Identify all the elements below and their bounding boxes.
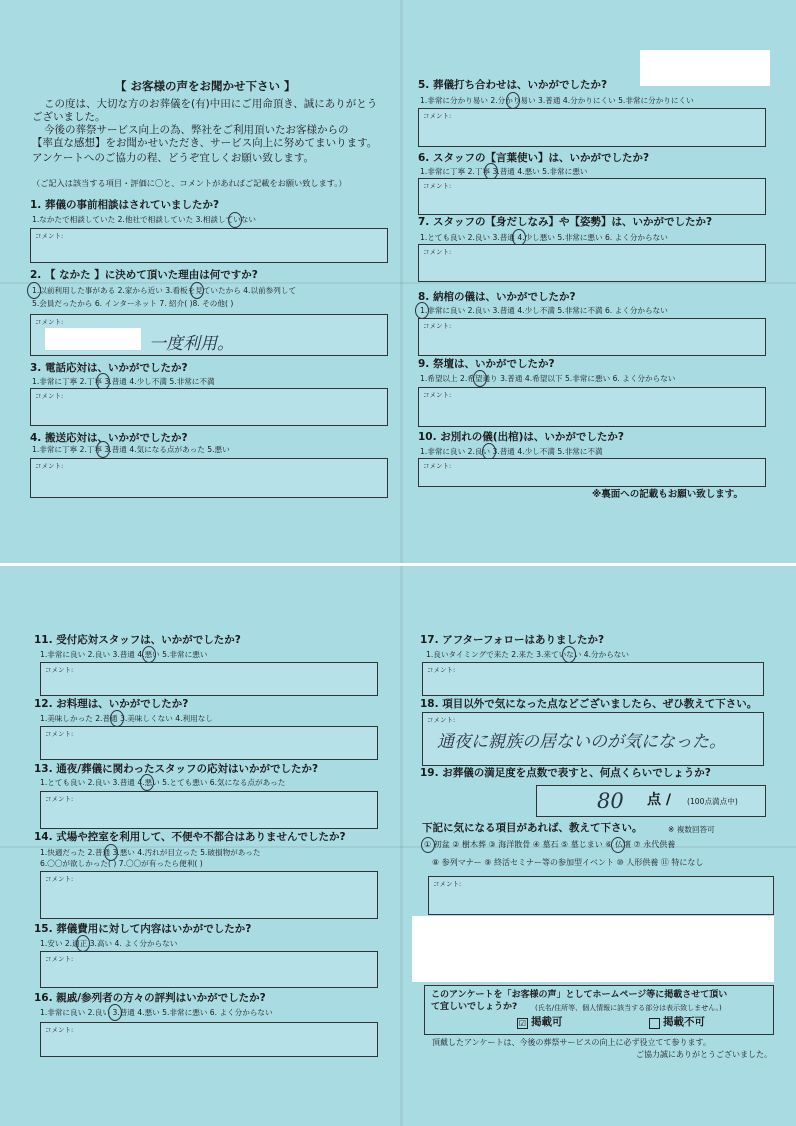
- question-4-comment[interactable]: コメント:: [30, 458, 388, 498]
- question-9-title: 9. 祭壇は、いかがでしたか?: [418, 358, 555, 370]
- survey-title: 【 お客様の声をお聞かせ下さい 】: [115, 79, 296, 93]
- question-19-title: 19. お葬儀の満足度を点数で表すと、何点くらいでしょうか?: [420, 767, 711, 779]
- score-unit: 点 /: [647, 792, 671, 808]
- answer-circle-mark: [110, 710, 124, 727]
- question-11-title: 11. 受付応対スタッフは、いかがでしたか?: [34, 634, 241, 646]
- question-3-options[interactable]: 1.非常に丁寧 2.丁寧 3.普通 4.少し不満 5.非常に不満: [32, 377, 215, 386]
- consent-no-checkbox[interactable]: [649, 1018, 660, 1029]
- answer-circle-mark: [142, 646, 156, 663]
- answer-circle-mark: [228, 212, 242, 228]
- question-11-comment[interactable]: コメント:: [40, 662, 378, 696]
- intro-line: この度は、大切な方のお葬儀を(有)中田にご用命頂き、誠にありがとう: [44, 98, 378, 110]
- question-10-comment[interactable]: コメント:: [418, 458, 766, 487]
- redaction-block: [412, 916, 774, 982]
- question-15-title: 15. 葬儀費用に対して内容はいかがでしたか?: [34, 923, 252, 935]
- question-13-title: 13. 通夜/葬儀に関わったスタッフの応対はいかがでしたか?: [34, 763, 319, 775]
- question-15-comment[interactable]: コメント:: [40, 951, 378, 988]
- question-9-comment[interactable]: コメント:: [418, 387, 766, 427]
- question-13-comment[interactable]: コメント:: [40, 791, 378, 829]
- question-13-options[interactable]: 1.とても良い 2.良い 3.普通 4.悪い 5.とても悪い 6.気になる点があった: [40, 778, 286, 787]
- question-1-options[interactable]: 1.なかたで相談していた 2.他社で相談していた 3.相談していない: [32, 215, 256, 224]
- answer-circle-mark: [140, 774, 154, 791]
- question-7-comment[interactable]: コメント:: [418, 244, 766, 282]
- answer-circle-mark: [506, 92, 520, 109]
- consent-text-1: このアンケートを「お客様の声」としてホームページ等に掲載させて頂い: [431, 990, 728, 1000]
- question-2-comment[interactable]: コメント: 一度利用。: [30, 314, 388, 356]
- answer-circle-mark: [76, 935, 90, 952]
- survey-page-back: [0, 566, 796, 1126]
- answer-circle-mark: [473, 370, 487, 387]
- handwritten-comment: 一度利用。: [149, 334, 234, 354]
- question-14-options-extra[interactable]: 6.〇〇が欲しかった( ) 7.〇〇が有ったら便利( ): [40, 859, 203, 868]
- question-3-title: 3. 電話応対は、いかがでしたか?: [30, 362, 188, 374]
- question-8-title: 8. 納棺の儀は、いかがでしたか?: [418, 291, 576, 303]
- intro-line: 今後の葬祭サービス向上の為、弊社をご利用頂いたお客様からの: [44, 124, 349, 136]
- question-5-title: 5. 葬儀打ち合わせは、いかがでしたか?: [418, 79, 608, 91]
- question-7-title: 7. スタッフの【身だしなみ】や【姿勢】は、いかがでしたか?: [418, 216, 713, 228]
- redaction-block: [640, 50, 770, 86]
- interest-comment[interactable]: コメント:: [428, 876, 774, 915]
- answer-circle-mark: [27, 282, 41, 299]
- intro-line: アンケートへのご協力の程、どうぞ宜しくお願い致します。: [32, 152, 315, 164]
- answer-circle-mark: [104, 844, 118, 861]
- page-footer-note: ※裏面への記載もお願い致します。: [592, 489, 743, 500]
- question-1-title: 1. 葬儀の事前相談はされていましたか?: [30, 199, 220, 211]
- redaction-block: [45, 328, 141, 350]
- question-2-options-extra[interactable]: 5.会員だったから 6. インターネット 7. 紹介( )8. その他( ): [32, 299, 234, 308]
- answer-circle-mark: [96, 441, 110, 458]
- interest-options-2[interactable]: ⑧ 参列マナー ⑨ 終活セミナー等の参加型イベント ⑩ 人形供養 ⑪ 特になし: [432, 858, 704, 867]
- answer-circle-mark: [562, 646, 576, 663]
- question-4-title: 4. 搬送応対は、いかがでしたか?: [30, 432, 188, 444]
- consent-yes-checkbox[interactable]: ☑: [518, 1019, 527, 1028]
- question-3-comment[interactable]: コメント:: [30, 388, 388, 426]
- question-17-comment[interactable]: コメント:: [422, 662, 764, 696]
- answer-circle-mark: [108, 1004, 122, 1021]
- question-16-options[interactable]: 1.非常に良い 2.良い 3.普通 4.悪い 5.非常に悪い 6. よく分からない: [40, 1008, 273, 1017]
- question-8-comment[interactable]: コメント:: [418, 318, 766, 356]
- consent-no-label: 掲載不可: [663, 1016, 705, 1028]
- question-18-title: 18. 項目以外で気になった点などございましたら、ぜひ教えて下さい。: [420, 698, 758, 710]
- answer-circle-mark: [421, 837, 435, 853]
- interest-multi-note: ※ 複数回答可: [668, 825, 715, 834]
- score-max: (100点満点中): [687, 797, 738, 806]
- question-17-title: 17. アフターフォローはありましたか?: [420, 634, 605, 646]
- satisfaction-score-box[interactable]: [536, 785, 766, 817]
- question-4-options[interactable]: 1.非常に丁寧 2.丁寧 3.普通 4.気になる点があった 5.悪い: [32, 445, 230, 454]
- question-12-comment[interactable]: コメント:: [40, 726, 378, 760]
- consent-note: (氏名/住所等、個人情報に該当する部分は表示致しません。): [535, 1004, 722, 1012]
- question-14-title: 14. 式場や控室を利用して、不便や不都合はありませんでしたか?: [34, 831, 346, 843]
- closing-line: ご協力誠にありがとうございました。: [636, 1050, 772, 1059]
- consent-yes-label: 掲載可: [531, 1016, 563, 1028]
- interest-title: 下記に気になる項目があれば、教えて下さい。: [422, 822, 643, 834]
- intro-line: ございました。: [32, 111, 106, 123]
- question-12-title: 12. お料理は、いかがでしたか?: [34, 698, 189, 710]
- question-6-title: 6. スタッフの【言葉使い】は、いかがでしたか?: [418, 152, 650, 164]
- consent-box: [424, 985, 774, 1035]
- question-14-options[interactable]: 1.快適だった 2.普通 3.悪い 4.汚れが目立った 5.破損物があった: [40, 848, 261, 857]
- question-11-options[interactable]: 1.非常に良い 2.良い 3.普通 4.悪い 5.非常に悪い: [40, 650, 208, 659]
- question-17-options[interactable]: 1.良いタイミングで来た 2.来た 3.来ていない 4.分からない: [426, 650, 629, 659]
- intro-line: 【率直な感想】をお聞かせいただき、サービス向上に努めてまいります。: [32, 137, 378, 149]
- handwritten-score: 80: [597, 789, 624, 813]
- question-7-options[interactable]: 1.とても良い 2.良い 3.普通 4.少し悪い 5.非常に悪い 6. よく分からない: [420, 233, 668, 242]
- question-16-comment[interactable]: コメント:: [40, 1022, 378, 1057]
- question-10-title: 10. お別れの儀(出棺)は、いかがでしたか?: [418, 431, 624, 443]
- question-6-options[interactable]: 1.非常に丁寧 2.丁寧 3.普通 4.悪い 5.非常に悪い: [420, 167, 588, 176]
- question-14-comment[interactable]: コメント:: [40, 871, 378, 919]
- answer-circle-mark: [611, 837, 625, 853]
- question-1-comment[interactable]: コメント:: [30, 228, 388, 263]
- handwritten-comment: 通夜に親族の居ないのが気になった。: [437, 732, 726, 752]
- question-9-options[interactable]: 1.希望以上 2.希望通り 3.普通 4.希望以下 5.非常に悪い 6. よく分からない: [420, 374, 676, 383]
- question-16-title: 16. 親戚/参列者の方々の評判はいかがでしたか?: [34, 992, 266, 1004]
- answer-circle-mark: [190, 282, 204, 299]
- paper-fold: [0, 282, 796, 284]
- question-15-options[interactable]: 1.安い 2.適正 3.高い 4. よく分からない: [40, 939, 178, 948]
- question-10-options[interactable]: 1.非常に良い 2.良い 3.普通 4.少し不満 5.非常に不満: [420, 447, 603, 456]
- question-6-comment[interactable]: コメント:: [418, 178, 766, 215]
- question-2-title: 2. 【 なかた 】に決めて頂いた理由は何ですか?: [30, 269, 258, 281]
- question-5-comment[interactable]: コメント:: [418, 108, 766, 147]
- answer-circle-mark: [415, 302, 429, 319]
- question-2-options[interactable]: 1.以前利用した事がある 2.家から近い 3.看板を見ていたから 4.以前参列して: [32, 286, 297, 295]
- closing-line: 頂戴したアンケートは、今後の葬祭サービスの向上に必ず役立てて参ります。: [432, 1038, 711, 1047]
- question-5-options[interactable]: 1.非常に分かり易い 2.分かり易い 3.普通 4.分かりにくい 5.非常に分かりにくい: [420, 96, 694, 105]
- interest-options-1[interactable]: ① 初盆 ② 樹木葬 ③ 海洋散骨 ④ 墓石 ⑤ 墓じまい ⑥ 仏壇 ⑦ 永代供養: [424, 840, 676, 849]
- question-18-comment[interactable]: コメント: 通夜に親族の居ないのが気になった。: [422, 712, 764, 766]
- question-8-options[interactable]: 1.非常に良い 2.良い 3.普通 4.少し不満 5.非常に不満 6. よく分からない: [420, 306, 668, 315]
- consent-text-2: て宜しいでしょうか?: [431, 1002, 518, 1012]
- question-12-options[interactable]: 1.美味しかった 2.普通 3.美味しくない 4.利用なし: [40, 714, 213, 723]
- instructions: （ご記入は該当する項目・評価に〇と、コメントがあればご記載をお願い致します。）: [32, 178, 347, 188]
